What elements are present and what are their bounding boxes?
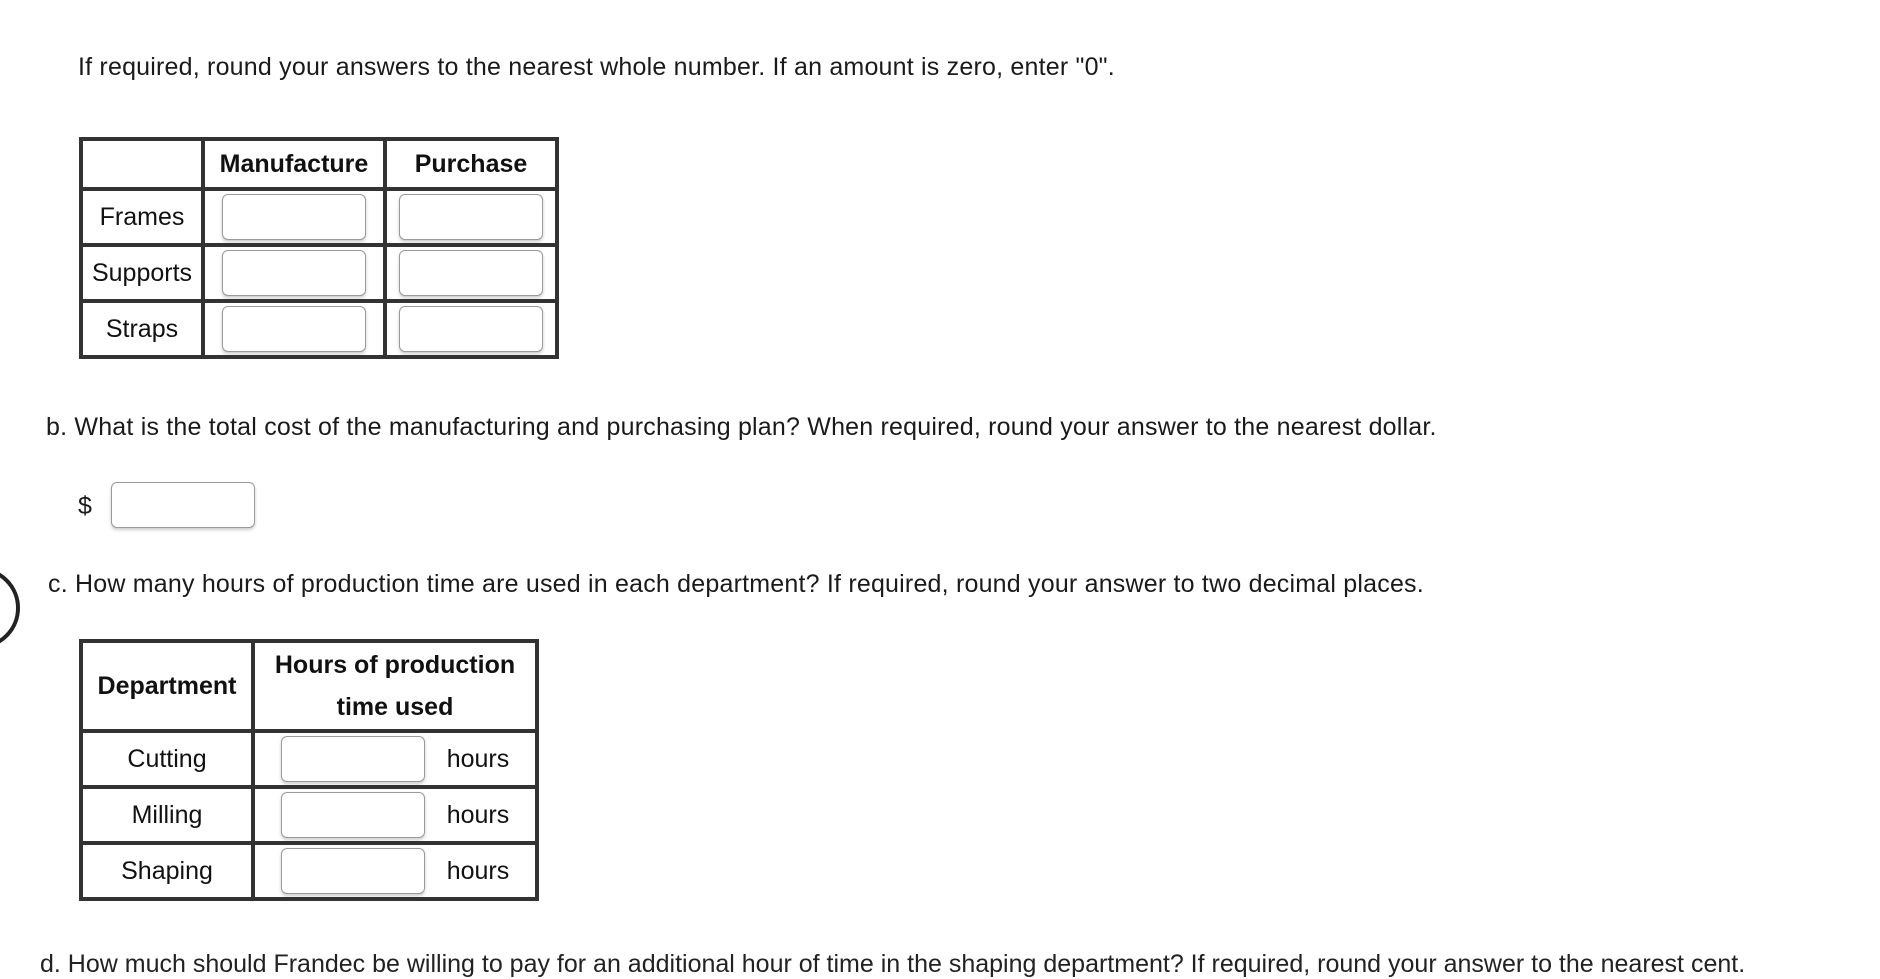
row-label-supports: Supports	[81, 245, 203, 301]
table-row	[81, 787, 537, 843]
manufacture-header: Manufacture	[203, 139, 385, 189]
row-label-milling: Milling	[81, 787, 253, 843]
table-corner-cell	[81, 139, 203, 189]
frames-purchase-input[interactable]	[399, 194, 543, 240]
hours-unit-label: hours	[446, 856, 510, 885]
question-c-text: c. How many hours of production time are used in each department? If required, round your answer to two decimal places.	[48, 570, 1424, 598]
straps-manufacture-input[interactable]	[222, 306, 366, 352]
purchase-header: Purchase	[385, 139, 557, 189]
shaping-hours-input[interactable]	[281, 848, 425, 894]
table-row	[81, 731, 537, 787]
hours-unit-label: hours	[446, 744, 510, 773]
table-row	[81, 843, 537, 899]
supports-purchase-input[interactable]	[399, 250, 543, 296]
department-hours-table	[79, 639, 539, 901]
straps-purchase-input[interactable]	[399, 306, 543, 352]
table-header-row	[81, 139, 557, 189]
supports-manufacture-input[interactable]	[222, 250, 366, 296]
row-label-straps: Straps	[81, 301, 203, 357]
table-row	[81, 189, 557, 245]
question-b-text: b. What is the total cost of the manufacturing and purchasing plan? When required, round your answer to the nearest dollar.	[46, 413, 1437, 441]
instructions-text: If required, round your answers to the nearest whole number. If an amount is zero, enter "0".	[78, 53, 1115, 81]
milling-hours-input[interactable]	[281, 792, 425, 838]
table-header-row	[81, 641, 537, 731]
total-cost-input[interactable]	[111, 482, 255, 528]
circle-marker	[0, 567, 20, 649]
manufacture-purchase-table	[79, 137, 559, 359]
row-label-shaping: Shaping	[81, 843, 253, 899]
row-label-cutting: Cutting	[81, 731, 253, 787]
frames-manufacture-input[interactable]	[222, 194, 366, 240]
currency-symbol: $	[78, 492, 93, 520]
hours-unit-label: hours	[446, 800, 510, 829]
question-d-text: d. How much should Frandec be willing to pay for an additional hour of time in the shaping department? If required, round your answer to the nearest cent.	[40, 950, 1746, 978]
department-header: Department	[81, 641, 253, 731]
table-row	[81, 301, 557, 357]
table-row	[81, 245, 557, 301]
row-label-frames: Frames	[81, 189, 203, 245]
cutting-hours-input[interactable]	[281, 736, 425, 782]
hours-header: Hours of production time used	[253, 641, 537, 731]
